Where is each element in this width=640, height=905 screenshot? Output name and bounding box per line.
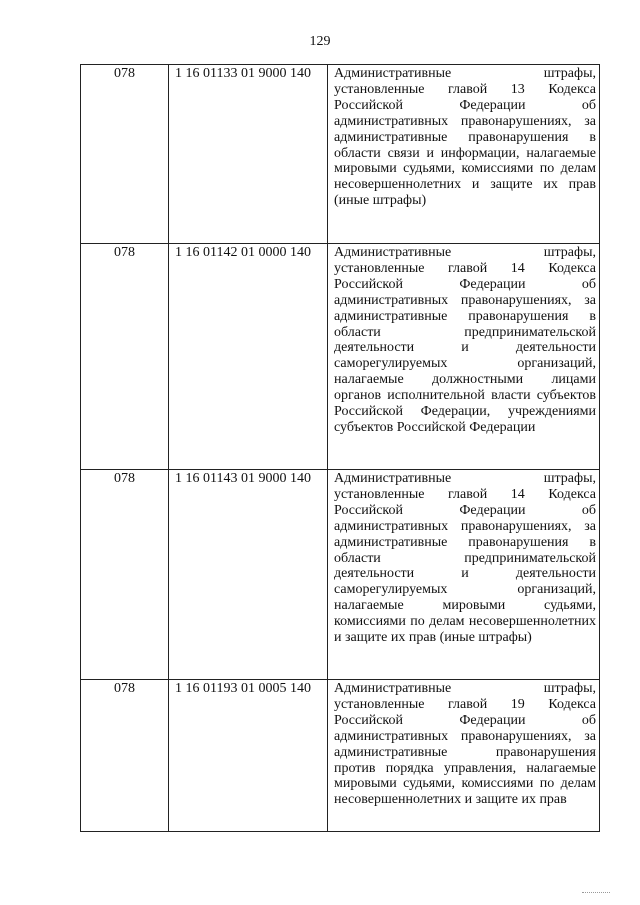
description-cell: Административные штрафы, установленные главой 13 Кодекса Российской Федерации об административных правонарушениях, за административные правонарушения в области связи и информации, налагаемые мировыми судьями, комиссиями по делам несовершеннолетних и защите их прав (иные штрафы)	[328, 65, 600, 244]
table-row	[81, 470, 600, 680]
kbk-code-cell: 1 16 01142 01 0000 140	[169, 244, 328, 470]
kbk-code-cell: 1 16 01133 01 9000 140	[169, 65, 328, 244]
page-number: 129	[309, 34, 331, 49]
kbk-code-cell: 1 16 01193 01 0005 140	[169, 680, 328, 832]
admin-code-cell: 078	[81, 470, 169, 680]
admin-code-cell: 078	[81, 680, 169, 832]
description-cell: Административные штрафы, установленные главой 14 Кодекса Российской Федерации об административных правонарушениях, за административные правонарушения в области предпринимательской деятельности и деятельности саморегулируемых организаций, налагаемые должностными лицами органов исполнительной власти субъектов Российской Федерации, учреждениями субъектов Российской Федерации	[328, 244, 600, 470]
table-row	[81, 65, 600, 244]
admin-code-cell: 078	[81, 65, 169, 244]
table-row	[81, 244, 600, 470]
admin-code-cell: 078	[81, 244, 169, 470]
kbk-code-cell: 1 16 01143 01 9000 140	[169, 470, 328, 680]
scan-artifact-line	[582, 892, 610, 894]
description-cell: Административные штрафы, установленные главой 14 Кодекса Российской Федерации об административных правонарушениях, за административные правонарушения в области предпринимательской деятельности и деятельности саморегулируемых организаций, налагаемые мировыми судьями, комиссиями по делам несовершеннолетних и защите их прав (иные штрафы)	[328, 470, 600, 680]
budget-classification-table	[80, 64, 600, 832]
description-cell: Административные штрафы, установленные главой 19 Кодекса Российской Федерации об административных правонарушениях, за административные правонарушения против порядка управления, налагаемые мировыми судьями, комиссиями по делам несовершеннолетних и защите их прав	[328, 680, 600, 832]
table-row	[81, 680, 600, 832]
